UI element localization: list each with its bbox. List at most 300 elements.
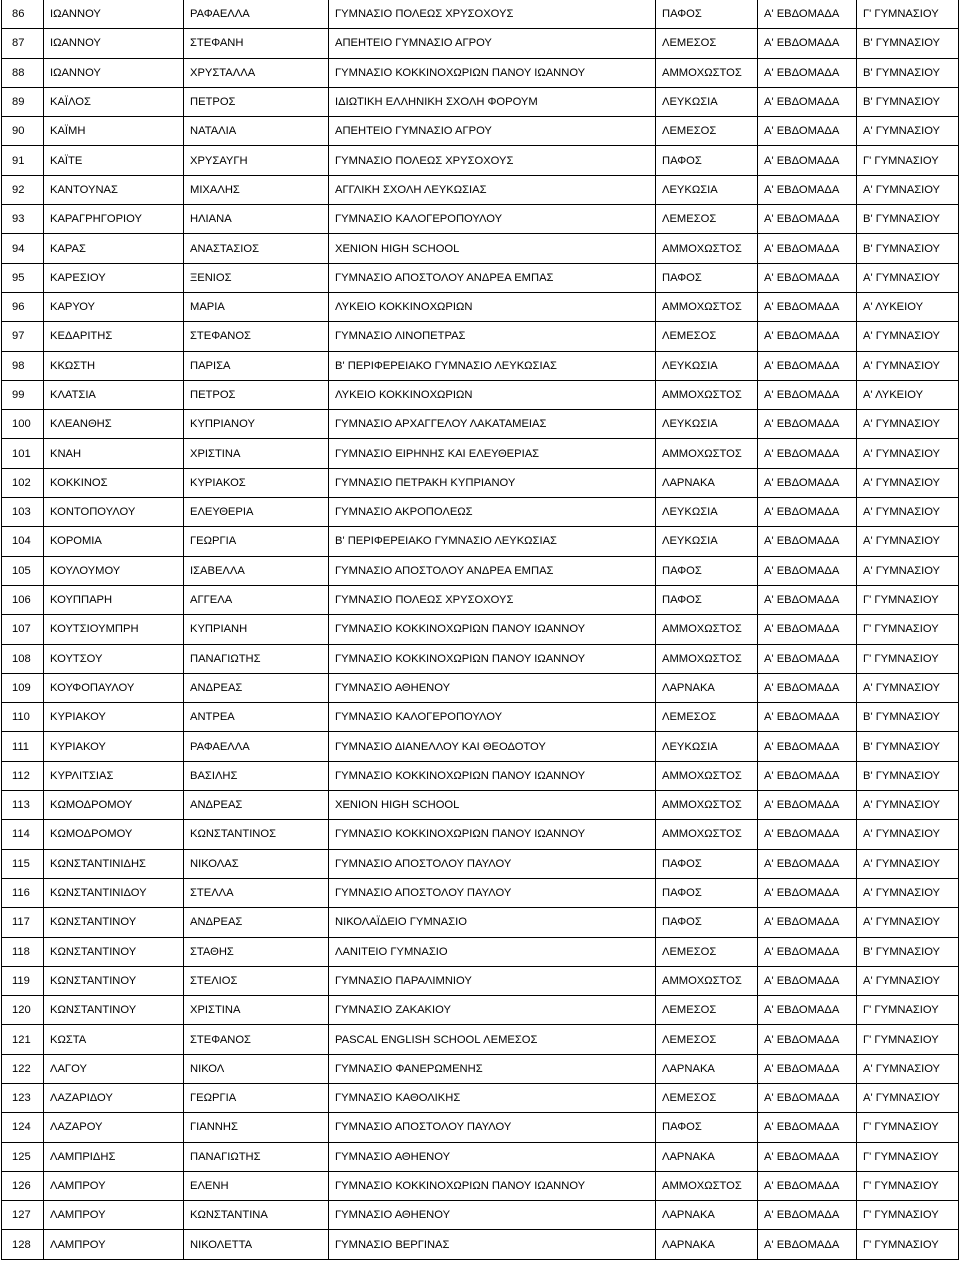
row-number-cell: 124 [2, 1113, 44, 1142]
grade-cell: Γ' ΓΥΜΝΑΣΙΟΥ [857, 585, 959, 614]
district-cell: ΑΜΜΟΧΩΣΤΟΣ [656, 820, 758, 849]
table-row [2, 1054, 959, 1083]
table-row [2, 1083, 959, 1112]
first-name-cell: ΓΕΩΡΓΙΑ [184, 1083, 329, 1112]
week-cell: Α' ΕΒΔΟΜΑΔΑ [758, 0, 857, 29]
school-cell: ΝΙΚΟΛΑΪΔΕΙΟ ΓΥΜΝΑΣΙΟ [329, 908, 656, 937]
first-name-cell: ΑΝΔΡΕΑΣ [184, 791, 329, 820]
district-cell: ΑΜΜΟΧΩΣΤΟΣ [656, 1171, 758, 1200]
grade-cell: Α' ΓΥΜΝΑΣΙΟΥ [857, 351, 959, 380]
roster-body [2, 0, 959, 1259]
table-row [2, 175, 959, 204]
grade-cell: Α' ΓΥΜΝΑΣΙΟΥ [857, 498, 959, 527]
district-cell: ΑΜΜΟΧΩΣΤΟΣ [656, 234, 758, 263]
grade-cell: Α' ΓΥΜΝΑΣΙΟΥ [857, 849, 959, 878]
week-cell: Α' ΕΒΔΟΜΑΔΑ [758, 908, 857, 937]
grade-cell: Γ' ΓΥΜΝΑΣΙΟΥ [857, 996, 959, 1025]
district-cell: ΑΜΜΟΧΩΣΤΟΣ [656, 58, 758, 87]
week-cell: Α' ΕΒΔΟΜΑΔΑ [758, 410, 857, 439]
district-cell: ΛΕΥΚΩΣΙΑ [656, 527, 758, 556]
grade-cell: Α' ΓΥΜΝΑΣΙΟΥ [857, 175, 959, 204]
first-name-cell: ΑΓΓΕΛΑ [184, 585, 329, 614]
row-number-cell: 92 [2, 175, 44, 204]
district-cell: ΠΑΦΟΣ [656, 908, 758, 937]
row-number-cell: 101 [2, 439, 44, 468]
first-name-cell: ΝΙΚΟΛΕΤΤΑ [184, 1230, 329, 1259]
first-name-cell: ΕΛΕΝΗ [184, 1171, 329, 1200]
surname-cell: ΛΑΜΠΡΟΥ [44, 1230, 184, 1259]
week-cell: Α' ΕΒΔΟΜΑΔΑ [758, 615, 857, 644]
district-cell: ΠΑΦΟΣ [656, 1113, 758, 1142]
week-cell: Α' ΕΒΔΟΜΑΔΑ [758, 644, 857, 673]
grade-cell: Β' ΓΥΜΝΑΣΙΟΥ [857, 58, 959, 87]
first-name-cell: ΑΝΑΣΤΑΣΙΟΣ [184, 234, 329, 263]
row-number-cell: 96 [2, 292, 44, 321]
table-row [2, 0, 959, 29]
grade-cell: Α' ΓΥΜΝΑΣΙΟΥ [857, 468, 959, 497]
school-cell: ΙΔΙΩΤΙΚΗ ΕΛΛΗΝΙΚΗ ΣΧΟΛΗ ΦΟΡΟΥΜ [329, 87, 656, 116]
row-number-cell: 93 [2, 205, 44, 234]
surname-cell: ΛΑΖΑΡΙΔΟΥ [44, 1083, 184, 1112]
table-row [2, 1142, 959, 1171]
row-number-cell: 99 [2, 380, 44, 409]
surname-cell: ΙΩΑΝΝΟΥ [44, 58, 184, 87]
row-number-cell: 98 [2, 351, 44, 380]
row-number-cell: 89 [2, 87, 44, 116]
surname-cell: ΚΩΝΣΤΑΝΤΙΝΙΔΟΥ [44, 878, 184, 907]
grade-cell: Β' ΓΥΜΝΑΣΙΟΥ [857, 703, 959, 732]
grade-cell: Β' ΓΥΜΝΑΣΙΟΥ [857, 29, 959, 58]
district-cell: ΛΕΥΚΩΣΙΑ [656, 175, 758, 204]
grade-cell: Γ' ΓΥΜΝΑΣΙΟΥ [857, 1171, 959, 1200]
school-cell: Β' ΠΕΡΙΦΕΡΕΙΑΚΟ ΓΥΜΝΑΣΙΟ ΛΕΥΚΩΣΙΑΣ [329, 351, 656, 380]
first-name-cell: ΧΡΙΣΤΙΝΑ [184, 996, 329, 1025]
grade-cell: Α' ΓΥΜΝΑΣΙΟΥ [857, 791, 959, 820]
row-number-cell: 122 [2, 1054, 44, 1083]
table-row [2, 351, 959, 380]
week-cell: Α' ΕΒΔΟΜΑΔΑ [758, 703, 857, 732]
first-name-cell: ΚΩΝΣΤΑΝΤΙΝΟΣ [184, 820, 329, 849]
surname-cell: ΚΑΡΑΓΡΗΓΟΡΙΟΥ [44, 205, 184, 234]
school-cell: ΓΥΜΝΑΣΙΟ ΑΘΗΕΝΟΥ [329, 673, 656, 702]
school-cell: ΓΥΜΝΑΣΙΟ ΒΕΡΓΙΝΑΣ [329, 1230, 656, 1259]
first-name-cell: ΣΤΕΛΙΟΣ [184, 966, 329, 995]
district-cell: ΛΕΜΕΣΟΣ [656, 322, 758, 351]
grade-cell: Γ' ΓΥΜΝΑΣΙΟΥ [857, 644, 959, 673]
district-cell: ΛΑΡΝΑΚΑ [656, 1201, 758, 1230]
school-cell: ΓΥΜΝΑΣΙΟ ΑΠΟΣΤΟΛΟΥ ΑΝΔΡΕΑ ΕΜΠΑΣ [329, 263, 656, 292]
first-name-cell: ΣΤΕΦΑΝΟΣ [184, 322, 329, 351]
school-cell: ΓΥΜΝΑΣΙΟ ΠΕΤΡΑΚΗ ΚΥΠΡΙΑΝΟΥ [329, 468, 656, 497]
surname-cell: ΚΟΝΤΟΠΟΥΛΟΥ [44, 498, 184, 527]
school-cell: ΓΥΜΝΑΣΙΟ ΖΑΚΑΚΙΟΥ [329, 996, 656, 1025]
first-name-cell: ΙΣΑΒΕΛΛΑ [184, 556, 329, 585]
row-number-cell: 120 [2, 996, 44, 1025]
row-number-cell: 104 [2, 527, 44, 556]
table-row [2, 820, 959, 849]
table-row [2, 263, 959, 292]
district-cell: ΠΑΦΟΣ [656, 0, 758, 29]
first-name-cell: ΑΝΔΡΕΑΣ [184, 673, 329, 702]
grade-cell: Γ' ΓΥΜΝΑΣΙΟΥ [857, 615, 959, 644]
week-cell: Α' ΕΒΔΟΜΑΔΑ [758, 878, 857, 907]
week-cell: Α' ΕΒΔΟΜΑΔΑ [758, 1025, 857, 1054]
school-cell: ΓΥΜΝΑΣΙΟ ΚΟΚΚΙΝΟΧΩΡΙΩΝ ΠΑΝΟΥ ΙΩΑΝΝΟΥ [329, 761, 656, 790]
school-cell: ΓΥΜΝΑΣΙΟ ΑΡΧΑΓΓΕΛΟΥ ΛΑΚΑΤΑΜΕΙΑΣ [329, 410, 656, 439]
surname-cell: ΚΩΝΣΤΑΝΤΙΝΟΥ [44, 966, 184, 995]
table-row [2, 468, 959, 497]
school-cell: ΓΥΜΝΑΣΙΟ ΠΟΛΕΩΣ ΧΡΥΣΟΧΟΥΣ [329, 146, 656, 175]
district-cell: ΛΕΥΚΩΣΙΑ [656, 498, 758, 527]
school-cell: ΓΥΜΝΑΣΙΟ ΚΟΚΚΙΝΟΧΩΡΙΩΝ ΠΑΝΟΥ ΙΩΑΝΝΟΥ [329, 1171, 656, 1200]
row-number-cell: 90 [2, 117, 44, 146]
school-cell: XENION HIGH SCHOOL [329, 234, 656, 263]
grade-cell: Γ' ΓΥΜΝΑΣΙΟΥ [857, 1025, 959, 1054]
district-cell: ΑΜΜΟΧΩΣΤΟΣ [656, 439, 758, 468]
first-name-cell: ΓΙΑΝΝΗΣ [184, 1113, 329, 1142]
first-name-cell: ΚΥΠΡΙΑΝΟΥ [184, 410, 329, 439]
surname-cell: ΚΩΝΣΤΑΝΤΙΝΟΥ [44, 937, 184, 966]
district-cell: ΑΜΜΟΧΩΣΤΟΣ [656, 791, 758, 820]
first-name-cell: ΠΕΤΡΟΣ [184, 87, 329, 116]
surname-cell: ΚΛΑΤΣΙΑ [44, 380, 184, 409]
row-number-cell: 97 [2, 322, 44, 351]
week-cell: Α' ΕΒΔΟΜΑΔΑ [758, 937, 857, 966]
grade-cell: Α' ΓΥΜΝΑΣΙΟΥ [857, 878, 959, 907]
surname-cell: ΚΑΝΤΟΥΝΑΣ [44, 175, 184, 204]
school-cell: ΛΥΚΕΙΟ ΚΟΚΚΙΝΟΧΩΡΙΩΝ [329, 380, 656, 409]
first-name-cell: ΑΝΔΡΕΑΣ [184, 908, 329, 937]
surname-cell: ΚΟΥΤΣΙΟΥΜΠΡΗ [44, 615, 184, 644]
row-number-cell: 88 [2, 58, 44, 87]
school-cell: ΓΥΜΝΑΣΙΟ ΚΟΚΚΙΝΟΧΩΡΙΩΝ ΠΑΝΟΥ ΙΩΑΝΝΟΥ [329, 644, 656, 673]
table-row [2, 234, 959, 263]
district-cell: ΛΑΡΝΑΚΑ [656, 468, 758, 497]
first-name-cell: ΑΝΤΡΕΑ [184, 703, 329, 732]
week-cell: Α' ΕΒΔΟΜΑΔΑ [758, 146, 857, 175]
row-number-cell: 107 [2, 615, 44, 644]
row-number-cell: 100 [2, 410, 44, 439]
table-row [2, 937, 959, 966]
school-cell: ΓΥΜΝΑΣΙΟ ΔΙΑΝΕΛΛΟΥ ΚΑΙ ΘΕΟΔΟΤΟΥ [329, 732, 656, 761]
week-cell: Α' ΕΒΔΟΜΑΔΑ [758, 1142, 857, 1171]
grade-cell: Α' ΛΥΚΕΙΟΥ [857, 380, 959, 409]
row-number-cell: 94 [2, 234, 44, 263]
district-cell: ΛΕΜΕΣΟΣ [656, 1025, 758, 1054]
table-row [2, 878, 959, 907]
grade-cell: Β' ΓΥΜΝΑΣΙΟΥ [857, 87, 959, 116]
district-cell: ΑΜΜΟΧΩΣΤΟΣ [656, 615, 758, 644]
row-number-cell: 112 [2, 761, 44, 790]
district-cell: ΛΕΜΕΣΟΣ [656, 29, 758, 58]
table-row [2, 146, 959, 175]
table-row [2, 908, 959, 937]
grade-cell: Α' ΓΥΜΝΑΣΙΟΥ [857, 820, 959, 849]
week-cell: Α' ΕΒΔΟΜΑΔΑ [758, 1171, 857, 1200]
first-name-cell: ΚΩΝΣΤΑΝΤΙΝΑ [184, 1201, 329, 1230]
table-row [2, 615, 959, 644]
school-cell: PASCAL ENGLISH SCHOOL ΛΕΜΕΣΟΣ [329, 1025, 656, 1054]
row-number-cell: 126 [2, 1171, 44, 1200]
district-cell: ΠΑΦΟΣ [656, 878, 758, 907]
district-cell: ΑΜΜΟΧΩΣΤΟΣ [656, 761, 758, 790]
student-roster-table [1, 0, 959, 1260]
table-row [2, 1025, 959, 1054]
district-cell: ΑΜΜΟΧΩΣΤΟΣ [656, 380, 758, 409]
school-cell: ΑΠΕΗΤΕΙΟ ΓΥΜΝΑΣΙΟ ΑΓΡΟΥ [329, 29, 656, 58]
week-cell: Α' ΕΒΔΟΜΑΔΑ [758, 29, 857, 58]
week-cell: Α' ΕΒΔΟΜΑΔΑ [758, 996, 857, 1025]
surname-cell: ΚΕΔΑΡΙΤΗΣ [44, 322, 184, 351]
table-row [2, 1171, 959, 1200]
table-row [2, 644, 959, 673]
district-cell: ΑΜΜΟΧΩΣΤΟΣ [656, 292, 758, 321]
table-row [2, 380, 959, 409]
table-row [2, 732, 959, 761]
week-cell: Α' ΕΒΔΟΜΑΔΑ [758, 322, 857, 351]
week-cell: Α' ΕΒΔΟΜΑΔΑ [758, 1083, 857, 1112]
week-cell: Α' ΕΒΔΟΜΑΔΑ [758, 1113, 857, 1142]
row-number-cell: 118 [2, 937, 44, 966]
school-cell: ΛΥΚΕΙΟ ΚΟΚΚΙΝΟΧΩΡΙΩΝ [329, 292, 656, 321]
first-name-cell: ΝΙΚΟΛΑΣ [184, 849, 329, 878]
school-cell: ΓΥΜΝΑΣΙΟ ΑΠΟΣΤΟΛΟΥ ΑΝΔΡΕΑ ΕΜΠΑΣ [329, 556, 656, 585]
grade-cell: Α' ΓΥΜΝΑΣΙΟΥ [857, 673, 959, 702]
school-cell: ΓΥΜΝΑΣΙΟ ΠΑΡΑΛΙΜΝΙΟΥ [329, 966, 656, 995]
table-row [2, 87, 959, 116]
table-row [2, 1113, 959, 1142]
district-cell: ΛΑΡΝΑΚΑ [656, 1054, 758, 1083]
surname-cell: ΚΟΥΦΟΠΑΥΛΟΥ [44, 673, 184, 702]
grade-cell: Γ' ΓΥΜΝΑΣΙΟΥ [857, 0, 959, 29]
first-name-cell: ΝΑΤΑΛΙΑ [184, 117, 329, 146]
school-cell: Β' ΠΕΡΙΦΕΡΕΙΑΚΟ ΓΥΜΝΑΣΙΟ ΛΕΥΚΩΣΙΑΣ [329, 527, 656, 556]
first-name-cell: ΧΡΥΣΤΑΛΛΑ [184, 58, 329, 87]
first-name-cell: ΧΡΥΣΑΥΓΗ [184, 146, 329, 175]
school-cell: ΓΥΜΝΑΣΙΟ ΚΑΛΟΓΕΡΟΠΟΥΛΟΥ [329, 205, 656, 234]
school-cell: ΓΥΜΝΑΣΙΟ ΚΑΛΟΓΕΡΟΠΟΥΛΟΥ [329, 703, 656, 732]
surname-cell: ΙΩΑΝΝΟΥ [44, 29, 184, 58]
table-row [2, 527, 959, 556]
district-cell: ΛΕΥΚΩΣΙΑ [656, 87, 758, 116]
week-cell: Α' ΕΒΔΟΜΑΔΑ [758, 351, 857, 380]
school-cell: ΓΥΜΝΑΣΙΟ ΑΠΟΣΤΟΛΟΥ ΠΑΥΛΟΥ [329, 878, 656, 907]
grade-cell: Β' ΓΥΜΝΑΣΙΟΥ [857, 234, 959, 263]
row-number-cell: 87 [2, 29, 44, 58]
surname-cell: ΛΑΜΠΡΟΥ [44, 1201, 184, 1230]
district-cell: ΑΜΜΟΧΩΣΤΟΣ [656, 644, 758, 673]
grade-cell: Γ' ΓΥΜΝΑΣΙΟΥ [857, 146, 959, 175]
week-cell: Α' ΕΒΔΟΜΑΔΑ [758, 673, 857, 702]
district-cell: ΛΕΥΚΩΣΙΑ [656, 732, 758, 761]
district-cell: ΛΕΜΕΣΟΣ [656, 205, 758, 234]
grade-cell: Α' ΓΥΜΝΑΣΙΟΥ [857, 410, 959, 439]
surname-cell: ΛΑΖΑΡΟΥ [44, 1113, 184, 1142]
district-cell: ΛΕΜΕΣΟΣ [656, 703, 758, 732]
row-number-cell: 106 [2, 585, 44, 614]
week-cell: Α' ΕΒΔΟΜΑΔΑ [758, 849, 857, 878]
grade-cell: Β' ΓΥΜΝΑΣΙΟΥ [857, 732, 959, 761]
first-name-cell: ΒΑΣΙΛΗΣ [184, 761, 329, 790]
grade-cell: Α' ΓΥΜΝΑΣΙΟΥ [857, 1054, 959, 1083]
grade-cell: Β' ΓΥΜΝΑΣΙΟΥ [857, 937, 959, 966]
grade-cell: Γ' ΓΥΜΝΑΣΙΟΥ [857, 1201, 959, 1230]
row-number-cell: 113 [2, 791, 44, 820]
row-number-cell: 95 [2, 263, 44, 292]
surname-cell: ΛΑΓΟΥ [44, 1054, 184, 1083]
first-name-cell: ΧΡΙΣΤΙΝΑ [184, 439, 329, 468]
table-row [2, 761, 959, 790]
week-cell: Α' ΕΒΔΟΜΑΔΑ [758, 58, 857, 87]
first-name-cell: ΗΛΙΑΝΑ [184, 205, 329, 234]
first-name-cell: ΝΙΚΟΛ [184, 1054, 329, 1083]
week-cell: Α' ΕΒΔΟΜΑΔΑ [758, 439, 857, 468]
surname-cell: ΚΑΡΕΣΙΟΥ [44, 263, 184, 292]
first-name-cell: ΣΤΑΘΗΣ [184, 937, 329, 966]
school-cell: XENION HIGH SCHOOL [329, 791, 656, 820]
school-cell: ΓΥΜΝΑΣΙΟ ΚΟΚΚΙΝΟΧΩΡΙΩΝ ΠΑΝΟΥ ΙΩΑΝΝΟΥ [329, 58, 656, 87]
week-cell: Α' ΕΒΔΟΜΑΔΑ [758, 791, 857, 820]
week-cell: Α' ΕΒΔΟΜΑΔΑ [758, 1201, 857, 1230]
first-name-cell: ΣΤΕΛΛΑ [184, 878, 329, 907]
district-cell: ΛΕΜΕΣΟΣ [656, 937, 758, 966]
week-cell: Α' ΕΒΔΟΜΑΔΑ [758, 761, 857, 790]
grade-cell: Α' ΓΥΜΝΑΣΙΟΥ [857, 439, 959, 468]
grade-cell: Α' ΓΥΜΝΑΣΙΟΥ [857, 322, 959, 351]
school-cell: ΛΑΝΙΤΕΙΟ ΓΥΜΝΑΣΙΟ [329, 937, 656, 966]
surname-cell: ΚΟΚΚΙΝΟΣ [44, 468, 184, 497]
week-cell: Α' ΕΒΔΟΜΑΔΑ [758, 380, 857, 409]
surname-cell: ΛΑΜΠΡΙΔΗΣ [44, 1142, 184, 1171]
row-number-cell: 105 [2, 556, 44, 585]
table-row [2, 1201, 959, 1230]
surname-cell: ΚΑΪΤΕ [44, 146, 184, 175]
week-cell: Α' ΕΒΔΟΜΑΔΑ [758, 117, 857, 146]
week-cell: Α' ΕΒΔΟΜΑΔΑ [758, 205, 857, 234]
school-cell: ΓΥΜΝΑΣΙΟ ΛΙΝΟΠΕΤΡΑΣ [329, 322, 656, 351]
row-number-cell: 119 [2, 966, 44, 995]
table-row [2, 58, 959, 87]
first-name-cell: ΕΛΕΥΘΕΡΙΑ [184, 498, 329, 527]
grade-cell: Β' ΓΥΜΝΑΣΙΟΥ [857, 761, 959, 790]
first-name-cell: ΞΕΝΙΟΣ [184, 263, 329, 292]
first-name-cell: ΜΙΧΑΛΗΣ [184, 175, 329, 204]
row-number-cell: 109 [2, 673, 44, 702]
surname-cell: ΚΑΡΥΟΥ [44, 292, 184, 321]
table-row [2, 1230, 959, 1259]
week-cell: Α' ΕΒΔΟΜΑΔΑ [758, 468, 857, 497]
school-cell: ΓΥΜΝΑΣΙΟ ΦΑΝΕΡΩΜΕΝΗΣ [329, 1054, 656, 1083]
row-number-cell: 111 [2, 732, 44, 761]
row-number-cell: 91 [2, 146, 44, 175]
row-number-cell: 86 [2, 0, 44, 29]
week-cell: Α' ΕΒΔΟΜΑΔΑ [758, 498, 857, 527]
school-cell: ΓΥΜΝΑΣΙΟ ΑΠΟΣΤΟΛΟΥ ΠΑΥΛΟΥ [329, 849, 656, 878]
first-name-cell: ΣΤΕΦΑΝΟΣ [184, 1025, 329, 1054]
week-cell: Α' ΕΒΔΟΜΑΔΑ [758, 585, 857, 614]
row-number-cell: 127 [2, 1201, 44, 1230]
district-cell: ΛΕΜΕΣΟΣ [656, 1083, 758, 1112]
district-cell: ΛΕΥΚΩΣΙΑ [656, 351, 758, 380]
first-name-cell: ΠΕΤΡΟΣ [184, 380, 329, 409]
grade-cell: Α' ΓΥΜΝΑΣΙΟΥ [857, 263, 959, 292]
row-number-cell: 116 [2, 878, 44, 907]
table-row [2, 849, 959, 878]
school-cell: ΓΥΜΝΑΣΙΟ ΚΑΘΟΛΙΚΗΣ [329, 1083, 656, 1112]
surname-cell: ΚΩΜΟΔΡΟΜΟΥ [44, 791, 184, 820]
grade-cell: Α' ΓΥΜΝΑΣΙΟΥ [857, 1083, 959, 1112]
surname-cell: ΙΩΑΝΝΟΥ [44, 0, 184, 29]
school-cell: ΑΓΓΛΙΚΗ ΣΧΟΛΗ ΛΕΥΚΩΣΙΑΣ [329, 175, 656, 204]
surname-cell: ΚΩΝΣΤΑΝΤΙΝΙΔΗΣ [44, 849, 184, 878]
week-cell: Α' ΕΒΔΟΜΑΔΑ [758, 1230, 857, 1259]
grade-cell: Γ' ΓΥΜΝΑΣΙΟΥ [857, 1142, 959, 1171]
grade-cell: Β' ΓΥΜΝΑΣΙΟΥ [857, 205, 959, 234]
district-cell: ΑΜΜΟΧΩΣΤΟΣ [656, 966, 758, 995]
surname-cell: ΚΑΡΑΣ [44, 234, 184, 263]
table-row [2, 410, 959, 439]
week-cell: Α' ΕΒΔΟΜΑΔΑ [758, 556, 857, 585]
district-cell: ΛΑΡΝΑΚΑ [656, 1230, 758, 1259]
first-name-cell: ΚΥΠΡΙΑΝΗ [184, 615, 329, 644]
week-cell: Α' ΕΒΔΟΜΑΔΑ [758, 527, 857, 556]
district-cell: ΠΑΦΟΣ [656, 849, 758, 878]
week-cell: Α' ΕΒΔΟΜΑΔΑ [758, 87, 857, 116]
surname-cell: ΚΑΪΜΗ [44, 117, 184, 146]
surname-cell: ΚΩΜΟΔΡΟΜΟΥ [44, 820, 184, 849]
school-cell: ΓΥΜΝΑΣΙΟ ΚΟΚΚΙΝΟΧΩΡΙΩΝ ΠΑΝΟΥ ΙΩΑΝΝΟΥ [329, 615, 656, 644]
district-cell: ΠΑΦΟΣ [656, 556, 758, 585]
district-cell: ΛΑΡΝΑΚΑ [656, 1142, 758, 1171]
table-row [2, 29, 959, 58]
table-row [2, 556, 959, 585]
surname-cell: ΚΥΡΙΑΚΟΥ [44, 703, 184, 732]
week-cell: Α' ΕΒΔΟΜΑΔΑ [758, 175, 857, 204]
school-cell: ΓΥΜΝΑΣΙΟ ΠΟΛΕΩΣ ΧΡΥΣΟΧΟΥΣ [329, 585, 656, 614]
table-row [2, 117, 959, 146]
school-cell: ΓΥΜΝΑΣΙΟ ΕΙΡΗΝΗΣ ΚΑΙ ΕΛΕΥΘΕΡΙΑΣ [329, 439, 656, 468]
school-cell: ΓΥΜΝΑΣΙΟ ΑΠΟΣΤΟΛΟΥ ΠΑΥΛΟΥ [329, 1113, 656, 1142]
row-number-cell: 125 [2, 1142, 44, 1171]
week-cell: Α' ΕΒΔΟΜΑΔΑ [758, 234, 857, 263]
surname-cell: ΚΥΡΛΙΤΣΙΑΣ [44, 761, 184, 790]
row-number-cell: 117 [2, 908, 44, 937]
surname-cell: ΚΟΥΠΠΑΡΗ [44, 585, 184, 614]
grade-cell: Α' ΓΥΜΝΑΣΙΟΥ [857, 117, 959, 146]
surname-cell: ΚΚΩΣΤΗ [44, 351, 184, 380]
table-row [2, 966, 959, 995]
district-cell: ΠΑΦΟΣ [656, 585, 758, 614]
surname-cell: ΚΑΪΛΟΣ [44, 87, 184, 116]
table-row [2, 498, 959, 527]
school-cell: ΓΥΜΝΑΣΙΟ ΑΚΡΟΠΟΛΕΩΣ [329, 498, 656, 527]
table-row [2, 292, 959, 321]
grade-cell: Α' ΓΥΜΝΑΣΙΟΥ [857, 966, 959, 995]
row-number-cell: 108 [2, 644, 44, 673]
first-name-cell: ΡΑΦΑΕΛΛΑ [184, 0, 329, 29]
school-cell: ΓΥΜΝΑΣΙΟ ΑΘΗΕΝΟΥ [329, 1201, 656, 1230]
row-number-cell: 114 [2, 820, 44, 849]
week-cell: Α' ΕΒΔΟΜΑΔΑ [758, 263, 857, 292]
surname-cell: ΚΩΝΣΤΑΝΤΙΝΟΥ [44, 908, 184, 937]
grade-cell: Γ' ΓΥΜΝΑΣΙΟΥ [857, 1230, 959, 1259]
first-name-cell: ΚΥΡΙΑΚΟΣ [184, 468, 329, 497]
first-name-cell: ΠΑΡΙΣΑ [184, 351, 329, 380]
first-name-cell: ΜΑΡΙΑ [184, 292, 329, 321]
surname-cell: ΛΑΜΠΡΟΥ [44, 1171, 184, 1200]
table-row [2, 585, 959, 614]
district-cell: ΛΑΡΝΑΚΑ [656, 673, 758, 702]
